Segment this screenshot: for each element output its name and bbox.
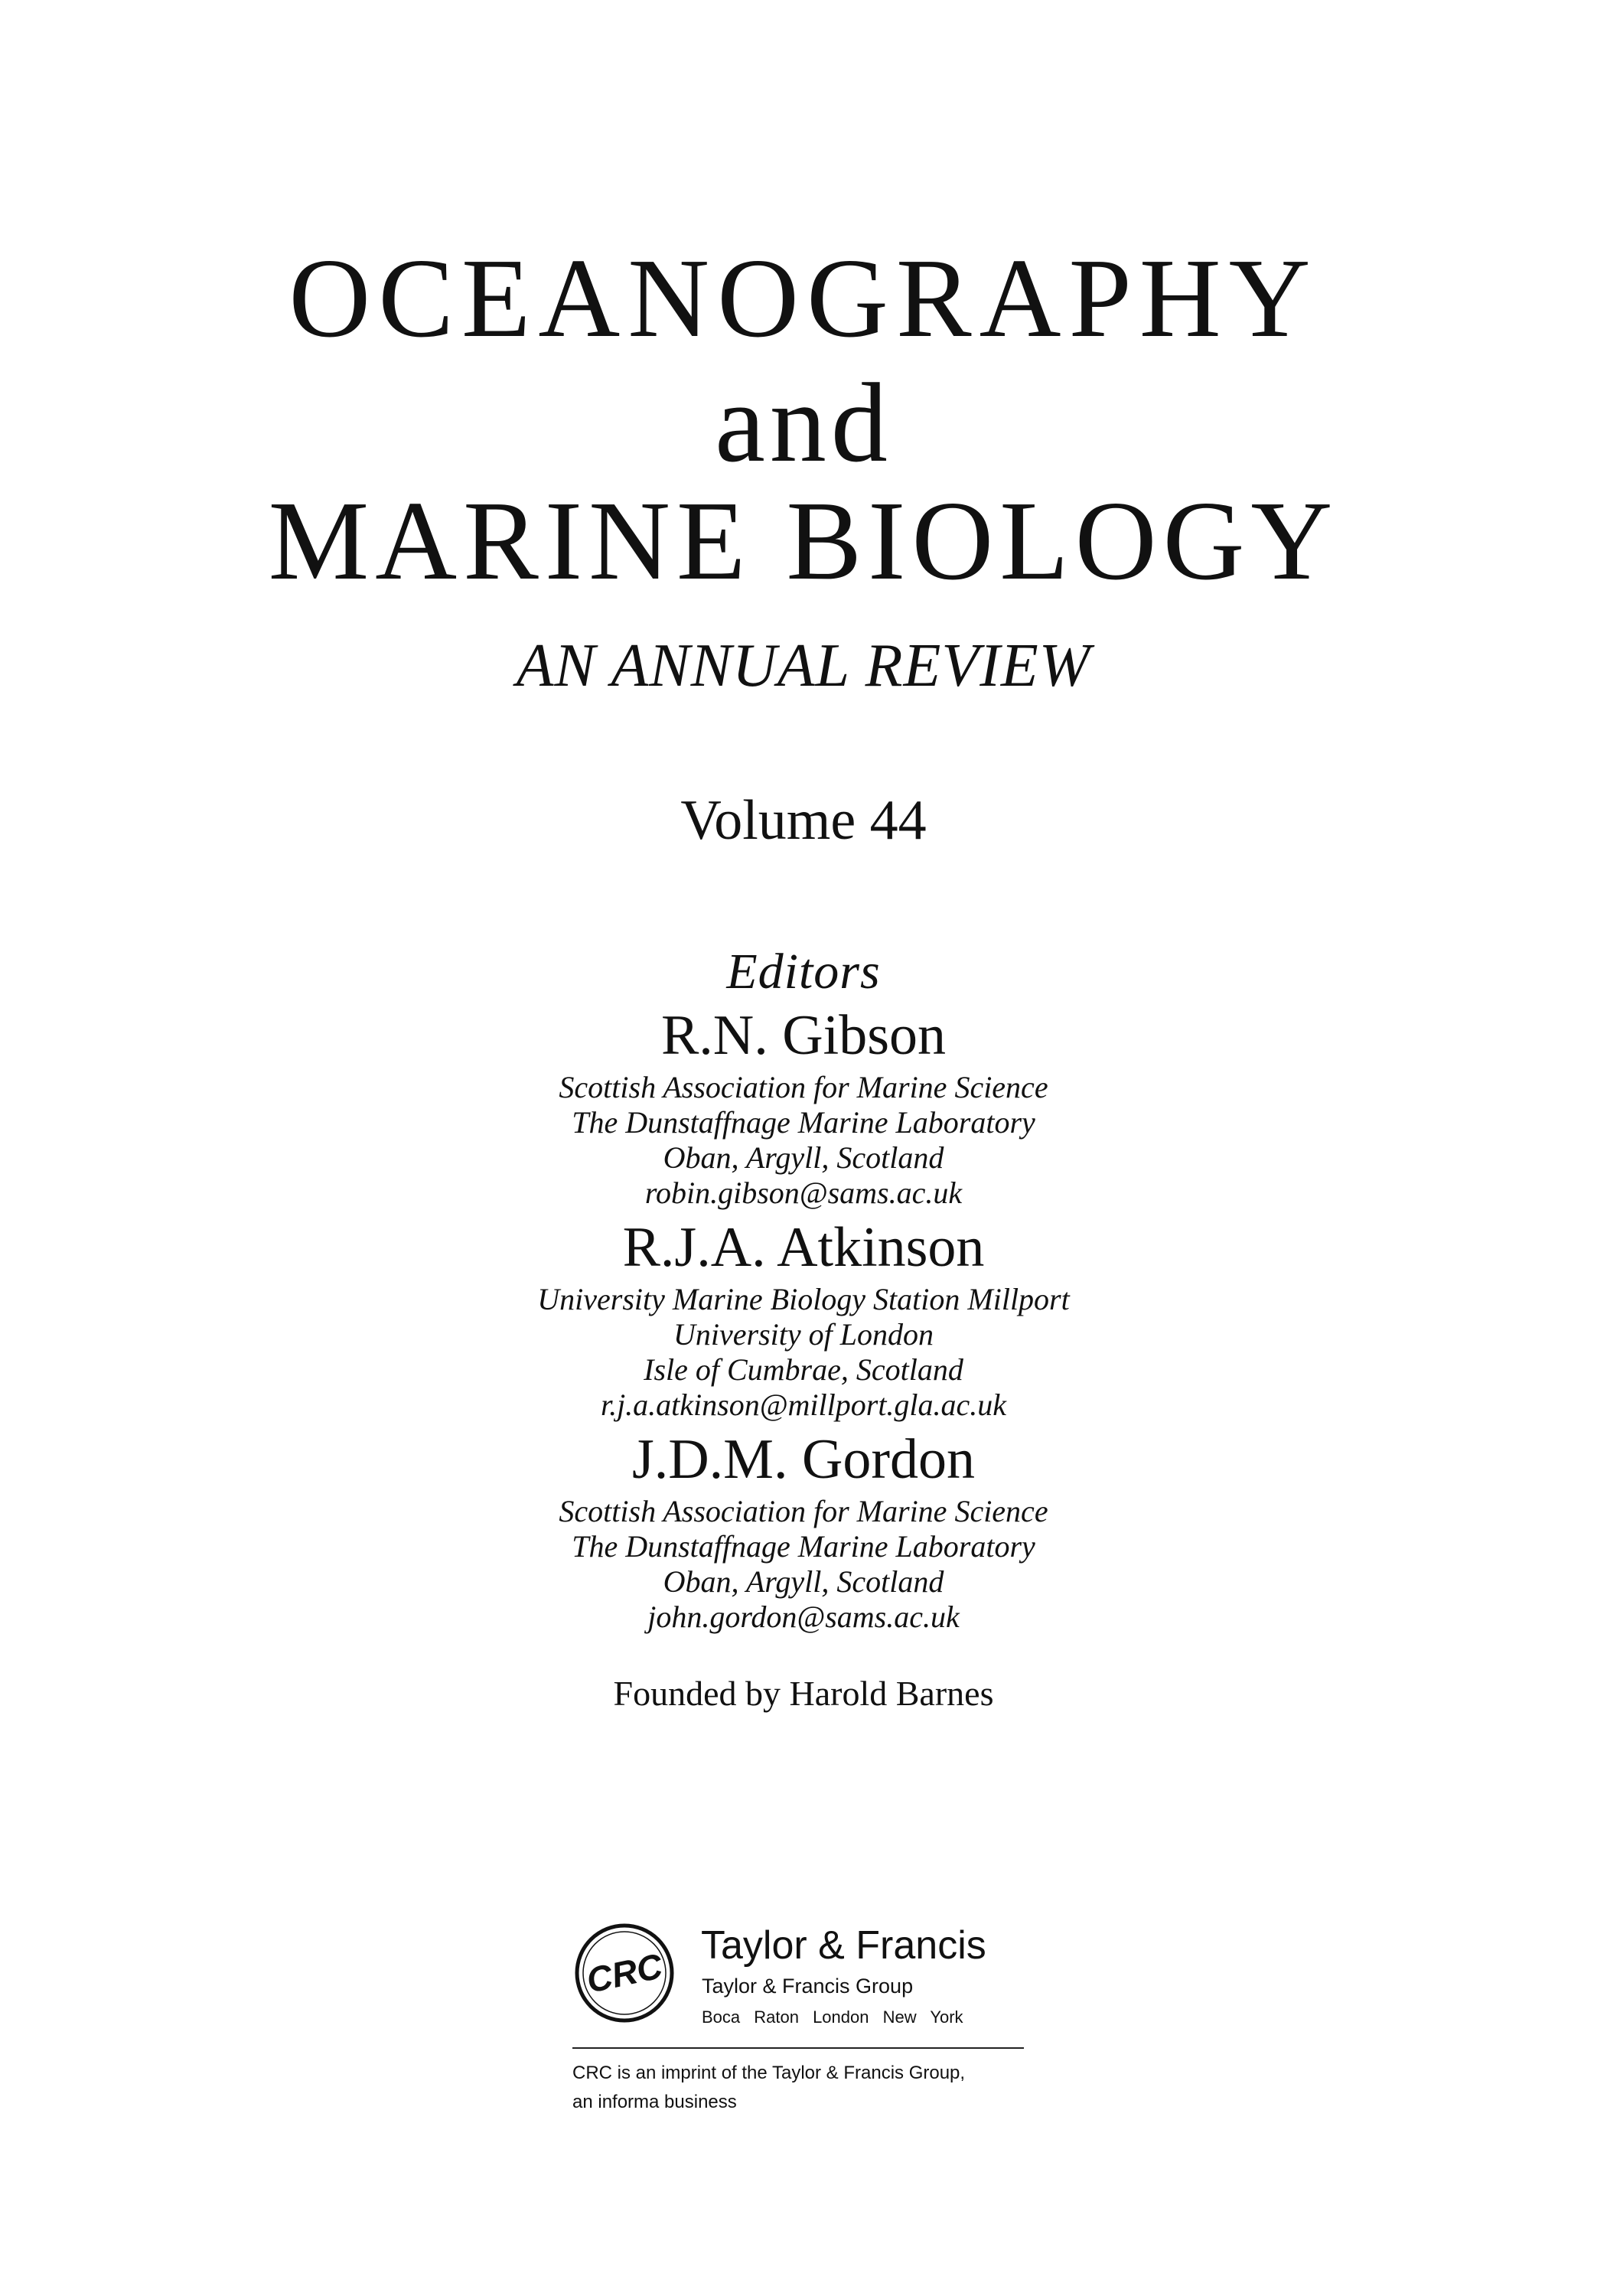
divider xyxy=(572,2047,1024,2049)
editor-block xyxy=(0,1216,1607,1423)
imprint-note: CRC is an imprint of the Taylor & Francis Group, xyxy=(572,2063,966,2083)
editor-name: R.N. Gibson xyxy=(660,1004,947,1067)
publisher-block xyxy=(572,1921,1032,2151)
title-line-and: and xyxy=(715,360,892,486)
subtitle: AN ANNUAL REVIEW xyxy=(516,632,1091,700)
publisher-group: Taylor & Francis Group xyxy=(702,1975,914,1998)
title-line-oceanography: OCEANOGRAPHY xyxy=(288,236,1319,361)
founded-by: Founded by Harold Barnes xyxy=(613,1674,994,1713)
volume-number: Volume 44 xyxy=(680,789,927,852)
editor-email: robin.gibson@sams.ac.uk xyxy=(644,1176,963,1210)
publisher-cities: Boca Raton London New York xyxy=(702,2007,963,2027)
editor-name: R.J.A. Atkinson xyxy=(622,1216,985,1279)
imprint-note: an informa business xyxy=(572,2092,737,2112)
editor-block xyxy=(0,1428,1607,1635)
crc-logo-icon xyxy=(572,1921,676,2025)
editor-affiliation: University of London xyxy=(673,1317,934,1352)
editor-name: J.D.M. Gordon xyxy=(631,1428,976,1491)
editor-affiliation: Scottish Association for Marine Science xyxy=(559,1494,1048,1528)
editor-affiliation: Scottish Association for Marine Science xyxy=(559,1070,1048,1104)
editor-affiliation: The Dunstaffnage Marine Laboratory xyxy=(572,1529,1035,1564)
title-line-marine-biology: MARINE BIOLOGY xyxy=(268,478,1339,604)
editor-location: Isle of Cumbrae, Scotland xyxy=(644,1352,963,1387)
crc-logo-text: CRC xyxy=(582,1945,667,2001)
editor-location: Oban, Argyll, Scotland xyxy=(663,1564,944,1599)
editor-affiliation: University Marine Biology Station Millport xyxy=(537,1282,1070,1316)
editors-heading: Editors xyxy=(726,944,881,1000)
editor-block xyxy=(0,1004,1607,1211)
editor-location: Oban, Argyll, Scotland xyxy=(663,1140,944,1175)
editor-email: r.j.a.atkinson@millport.gla.ac.uk xyxy=(600,1388,1007,1422)
editor-affiliation: The Dunstaffnage Marine Laboratory xyxy=(572,1105,1035,1140)
publisher-name: Taylor & Francis xyxy=(701,1923,986,1968)
editor-email: john.gordon@sams.ac.uk xyxy=(647,1600,960,1634)
